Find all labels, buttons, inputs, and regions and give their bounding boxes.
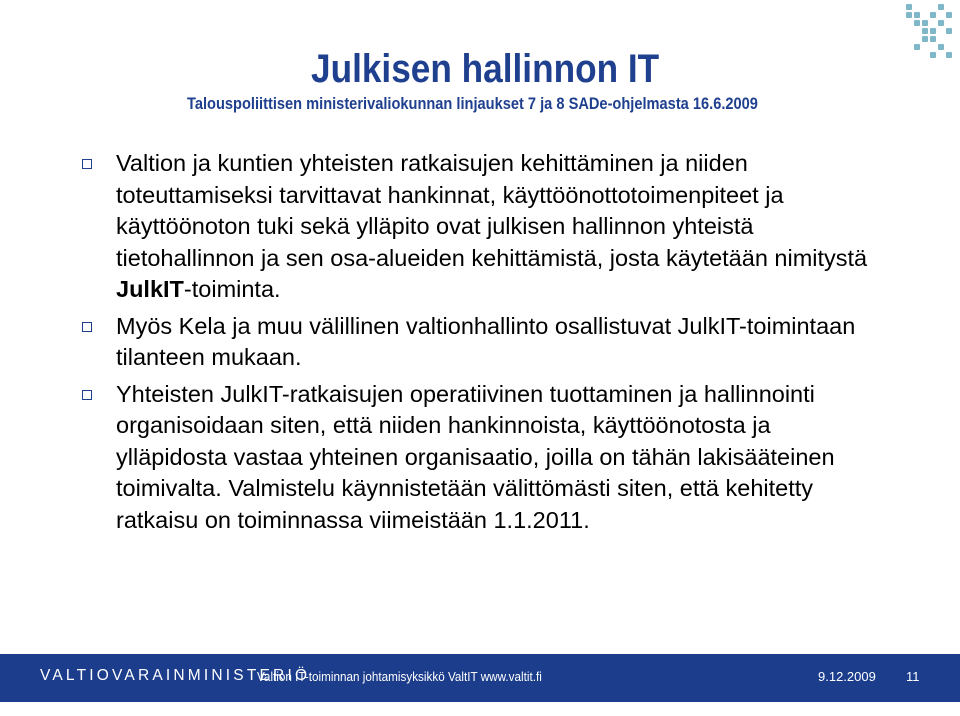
square-bullet-icon	[82, 159, 92, 169]
square-bullet-icon	[82, 322, 92, 332]
bullet-item	[82, 148, 882, 306]
slide-subtitle: Talouspoliittisen ministerivaliokunnan linjaukset 7 ja 8 SADe-ohjelmasta 16.6.2009	[187, 94, 758, 113]
bullet-text: Valtion ja kuntien yhteisten ratkaisujen kehittäminen ja niiden toteuttamiseksi tarvittavat hankinnat, käyttöönottotoimenpiteet ja käyttöönoton tuki sekä ylläpito ovat julkisen hallinnon yhteistä tietohallinnon ja sen osa-alueiden kehittämistä, josta käytetään nimitystä JulkIT-toiminta.	[116, 150, 868, 302]
page-number: 11	[906, 669, 920, 684]
bullet-list	[82, 148, 882, 541]
slide-title: Julkisen hallinnon IT	[311, 47, 660, 91]
footer-description: Valtion IT-toiminnan johtamisyksikkö ValtIT www.valtit.fi	[257, 669, 542, 684]
bullet-item	[82, 379, 882, 537]
bullet-text: Myös Kela ja muu välillinen valtionhallinto osallistuvat JulkIT-toimintaan tilanteen mukaan.	[116, 312, 856, 370]
footer-date: 9.12.2009	[818, 669, 876, 684]
square-bullet-icon	[82, 390, 92, 400]
decorative-dot-pattern	[906, 2, 954, 66]
bullet-text: Yhteisten JulkIT-ratkaisujen operatiivinen tuottaminen ja hallinnointi organisoidaan siten, että niiden hankinnoista, käyttöönotosta ja ylläpidosta vastaa yhteinen organisaatio, joilla on tähän lakisääteinen toimivalta. Valmistelu käynnistetään välittömästi siten, että kehitetty ratkaisu on toiminnassa viimeistään 1.1.2011.	[116, 380, 835, 533]
ministry-logo-text: VALTIOVARAINMINISTERIÖ	[40, 667, 311, 684]
bullet-item	[82, 311, 882, 374]
footer-bar	[0, 654, 960, 702]
bold-term: JulkIT	[116, 276, 184, 302]
